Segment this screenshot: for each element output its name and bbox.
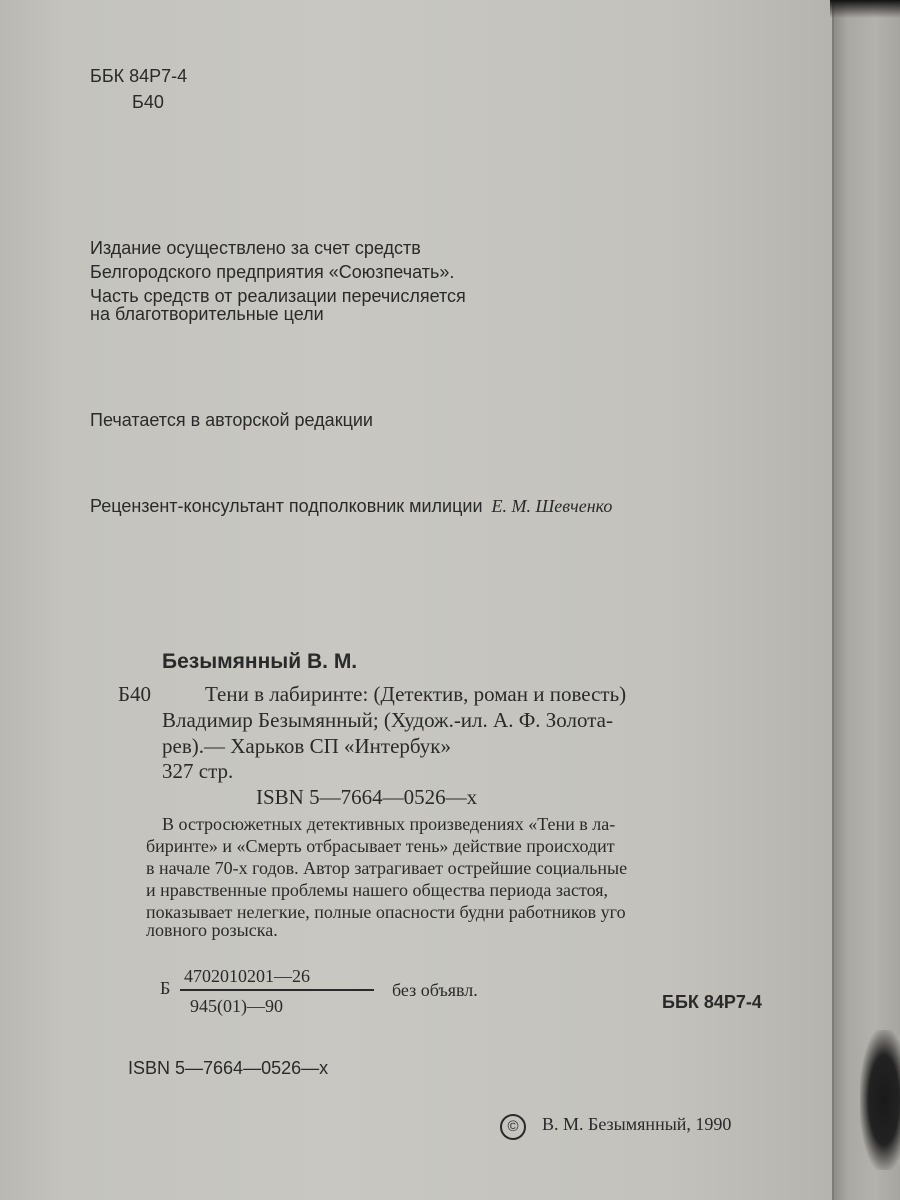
footer-isbn: ISBN 5—7664—0526—x xyxy=(128,1058,329,1078)
reviewer-prefix: Рецензент-консультант подполковник милиции xyxy=(90,496,483,516)
catalog-title-line: Владимир Безымянный; (Худож.-ил. А. Ф. Золота- xyxy=(162,708,613,732)
price-denominator: 945(01)—90 xyxy=(190,996,283,1016)
reviewer-line xyxy=(90,496,612,517)
fraction-line xyxy=(180,989,374,991)
annotation-line: показывает нелегкие, полные опасности будни работников уго xyxy=(146,902,626,922)
dark-blot xyxy=(860,1030,900,1170)
catalog-code-main: Б40 xyxy=(118,682,152,706)
edition-note-line: Белгородского предприятия «Союзпечать». xyxy=(90,262,455,282)
annotation-line: биринте» и «Смерть отбрасывает тень» действие происходит xyxy=(146,836,615,856)
price-numerator: 4702010201—26 xyxy=(184,966,310,986)
copyright-text: В. М. Безымянный, 1990 xyxy=(542,1114,732,1134)
catalog-pages: 327 стр. xyxy=(162,759,234,783)
author-edition-note: Печатается в авторской редакции xyxy=(90,410,373,430)
reviewer-name: Е. М. Шевченко xyxy=(491,496,613,516)
bbk-index: ББК 84Р7-4 xyxy=(90,66,188,86)
catalog-code: Б40 xyxy=(132,92,164,112)
copyright-icon: © xyxy=(500,1114,526,1140)
annotation-line: и нравственные проблемы нашего общества периода застоя, xyxy=(146,880,609,900)
annotation-line: ловного розыска. xyxy=(146,920,278,940)
edition-note-line: Издание осуществлено за счет средств xyxy=(90,238,421,258)
corner-shadow xyxy=(830,0,900,18)
adjacent-page-edge xyxy=(832,0,900,1200)
catalog-title-line: рев).— Харьков СП «Интербук» xyxy=(162,734,452,758)
catalog-author: Безымянный В. М. xyxy=(162,650,358,673)
price-note: без объявл. xyxy=(392,980,478,1000)
bbk-footer: ББК 84Р7-4 xyxy=(662,992,762,1012)
edition-note-line: на благотворительные цели xyxy=(90,304,324,324)
price-letter: Б xyxy=(160,978,171,998)
annotation-line: в начале 70-х годов. Автор затрагивает острейшие социальные xyxy=(146,858,628,878)
edition-note-line: Часть средств от реализации перечисляется xyxy=(90,286,466,306)
catalog-title-line: Тени в лабиринте: (Детектив, роман и повесть) xyxy=(205,682,627,706)
catalog-isbn: ISBN 5—7664—0526—x xyxy=(256,785,478,809)
annotation-line: В остросюжетных детективных произведениях «Тени в ла- xyxy=(162,814,616,834)
